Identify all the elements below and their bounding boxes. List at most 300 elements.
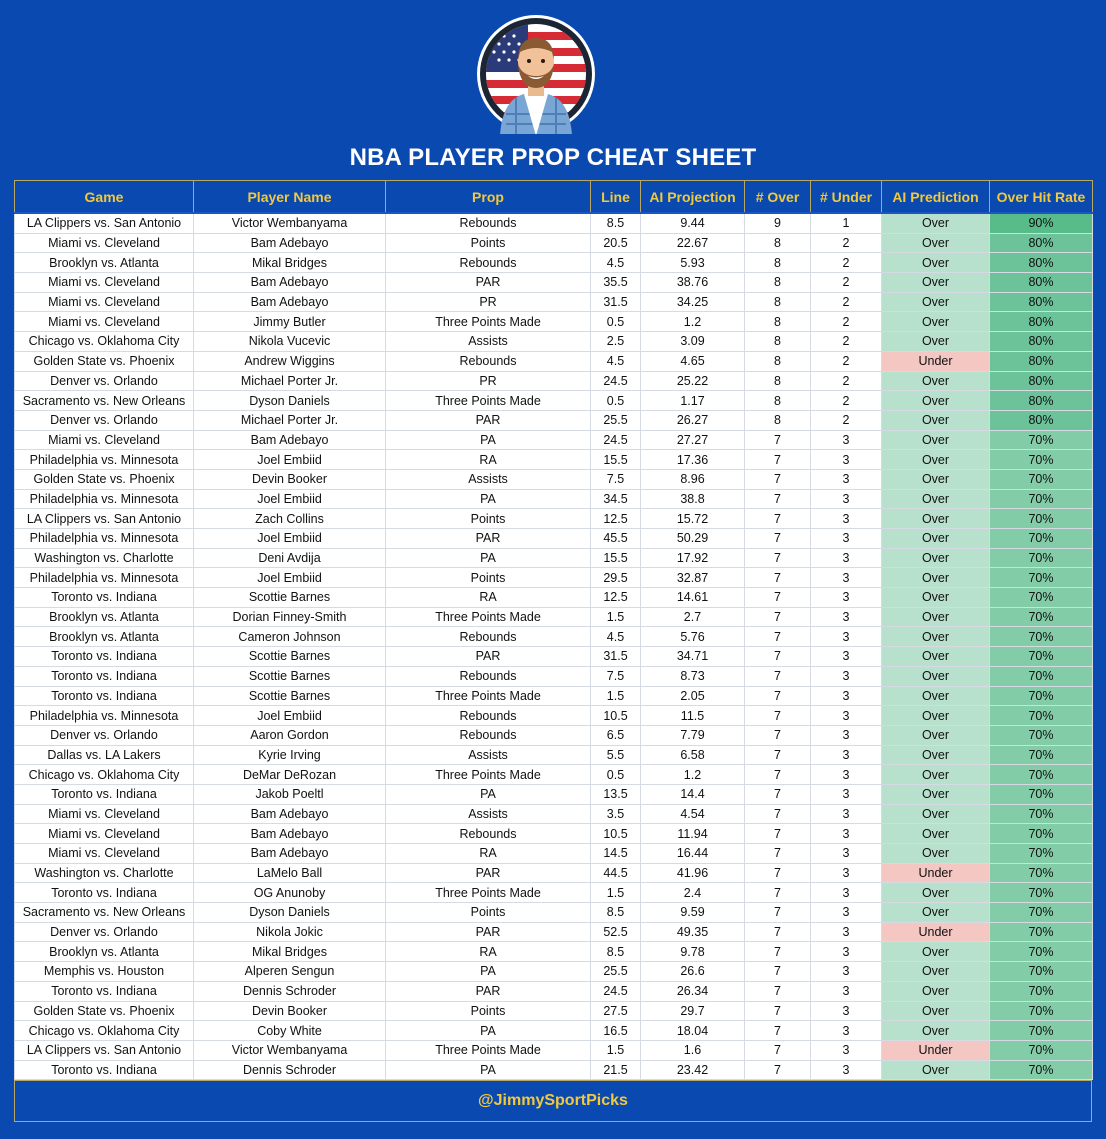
cell-ai-prediction: Over [882, 430, 990, 450]
cell-ai-prediction: Over [882, 666, 990, 686]
table-row [15, 489, 1093, 509]
cell-prop: RA [386, 588, 591, 608]
cell-game: Golden State vs. Phoenix [15, 469, 194, 489]
cell-player-name: Andrew Wiggins [194, 351, 386, 371]
cell-ai-projection: 9.59 [641, 903, 745, 923]
table-row [15, 1060, 1093, 1080]
cell-ai-projection: 34.71 [641, 647, 745, 667]
table-row [15, 765, 1093, 785]
cell-game: Washington vs. Charlotte [15, 863, 194, 883]
cell-prop: PA [386, 489, 591, 509]
cell-prop: PR [386, 371, 591, 391]
cell-game: Philadelphia vs. Minnesota [15, 568, 194, 588]
cell-prop: Rebounds [386, 213, 591, 233]
cell-ai-projection: 14.4 [641, 784, 745, 804]
prop-table [14, 180, 1093, 1080]
cell-ai-prediction: Over [882, 371, 990, 391]
cell-player-name: Joel Embiid [194, 529, 386, 549]
cell-prop: Rebounds [386, 627, 591, 647]
cell-ai-prediction: Over [882, 312, 990, 332]
cell-prop: PA [386, 1060, 591, 1080]
cell-over-hit-rate: 70% [990, 922, 1093, 942]
cell-over-hit-rate: 70% [990, 430, 1093, 450]
table-row [15, 922, 1093, 942]
cell-ai-prediction: Over [882, 1021, 990, 1041]
cell-game: Philadelphia vs. Minnesota [15, 489, 194, 509]
cell-under-count: 2 [811, 391, 882, 411]
cell-under-count: 3 [811, 922, 882, 942]
cell-game: Chicago vs. Oklahoma City [15, 1021, 194, 1041]
cell-ai-projection: 16.44 [641, 844, 745, 864]
cell-under-count: 3 [811, 1021, 882, 1041]
cell-ai-prediction: Over [882, 588, 990, 608]
cell-player-name: Joel Embiid [194, 450, 386, 470]
cell-over-hit-rate: 90% [990, 213, 1093, 233]
cell-over-count: 8 [745, 391, 811, 411]
cell-line: 15.5 [591, 450, 641, 470]
cell-player-name: Scottie Barnes [194, 666, 386, 686]
cell-player-name: Victor Wembanyama [194, 1040, 386, 1060]
cell-game: Miami vs. Cleveland [15, 233, 194, 253]
cell-ai-prediction: Under [882, 922, 990, 942]
cell-line: 1.5 [591, 607, 641, 627]
cell-game: LA Clippers vs. San Antonio [15, 213, 194, 233]
table-row [15, 686, 1093, 706]
cell-player-name: Joel Embiid [194, 489, 386, 509]
cell-player-name: Michael Porter Jr. [194, 410, 386, 430]
cell-line: 45.5 [591, 529, 641, 549]
cell-ai-projection: 4.54 [641, 804, 745, 824]
cell-under-count: 3 [811, 588, 882, 608]
cell-prop: PA [386, 430, 591, 450]
cell-over-count: 8 [745, 312, 811, 332]
cell-line: 12.5 [591, 509, 641, 529]
cell-game: LA Clippers vs. San Antonio [15, 509, 194, 529]
cell-over-hit-rate: 70% [990, 647, 1093, 667]
cell-line: 8.5 [591, 942, 641, 962]
table-row [15, 981, 1093, 1001]
footer-handle: @JimmySportPicks [14, 1080, 1092, 1122]
cell-prop: Assists [386, 469, 591, 489]
cell-ai-prediction: Over [882, 627, 990, 647]
cell-over-hit-rate: 70% [990, 883, 1093, 903]
cell-game: Washington vs. Charlotte [15, 548, 194, 568]
cell-line: 27.5 [591, 1001, 641, 1021]
cell-over-count: 7 [745, 706, 811, 726]
cell-under-count: 3 [811, 981, 882, 1001]
cell-player-name: Scottie Barnes [194, 647, 386, 667]
table-row [15, 745, 1093, 765]
cell-over-hit-rate: 80% [990, 351, 1093, 371]
cell-under-count: 3 [811, 686, 882, 706]
cell-ai-prediction: Over [882, 292, 990, 312]
cell-ai-projection: 2.7 [641, 607, 745, 627]
cell-ai-prediction: Over [882, 725, 990, 745]
header-ai-projection: AI Projection [641, 181, 745, 214]
cell-ai-projection: 38.8 [641, 489, 745, 509]
cell-ai-prediction: Over [882, 903, 990, 923]
table-row [15, 568, 1093, 588]
cell-over-count: 7 [745, 647, 811, 667]
cell-ai-projection: 17.36 [641, 450, 745, 470]
cell-ai-prediction: Over [882, 647, 990, 667]
cell-line: 29.5 [591, 568, 641, 588]
cell-player-name: Bam Adebayo [194, 292, 386, 312]
cell-line: 24.5 [591, 371, 641, 391]
cell-game: Denver vs. Orlando [15, 410, 194, 430]
cell-under-count: 3 [811, 647, 882, 667]
cell-over-count: 8 [745, 351, 811, 371]
cell-over-hit-rate: 70% [990, 804, 1093, 824]
table-row [15, 627, 1093, 647]
cell-under-count: 3 [811, 548, 882, 568]
cell-game: Toronto vs. Indiana [15, 588, 194, 608]
cell-ai-projection: 50.29 [641, 529, 745, 549]
cell-player-name: Dennis Schroder [194, 981, 386, 1001]
bearded-man-with-usa-flag-avatar-icon [476, 14, 596, 134]
cell-over-count: 7 [745, 548, 811, 568]
cell-player-name: Dorian Finney-Smith [194, 607, 386, 627]
cell-over-count: 7 [745, 469, 811, 489]
cell-prop: PAR [386, 529, 591, 549]
cell-game: Golden State vs. Phoenix [15, 1001, 194, 1021]
cell-over-hit-rate: 70% [990, 529, 1093, 549]
table-row [15, 784, 1093, 804]
cell-over-hit-rate: 70% [990, 903, 1093, 923]
cell-ai-projection: 3.09 [641, 332, 745, 352]
cell-ai-projection: 17.92 [641, 548, 745, 568]
cell-ai-projection: 4.65 [641, 351, 745, 371]
cell-ai-projection: 34.25 [641, 292, 745, 312]
table-row [15, 588, 1093, 608]
cell-over-count: 8 [745, 371, 811, 391]
cell-player-name: Cameron Johnson [194, 627, 386, 647]
table-row [15, 824, 1093, 844]
cell-ai-projection: 1.2 [641, 765, 745, 785]
cell-over-count: 7 [745, 804, 811, 824]
cell-under-count: 2 [811, 410, 882, 430]
cell-over-count: 7 [745, 489, 811, 509]
cell-under-count: 2 [811, 273, 882, 293]
cell-line: 20.5 [591, 233, 641, 253]
cell-ai-prediction: Over [882, 469, 990, 489]
cell-prop: Assists [386, 804, 591, 824]
cell-over-hit-rate: 70% [990, 666, 1093, 686]
cell-line: 4.5 [591, 351, 641, 371]
cell-player-name: Scottie Barnes [194, 686, 386, 706]
cell-prop: Rebounds [386, 253, 591, 273]
cell-over-count: 7 [745, 568, 811, 588]
cell-player-name: Joel Embiid [194, 706, 386, 726]
cell-player-name: Bam Adebayo [194, 430, 386, 450]
cell-line: 35.5 [591, 273, 641, 293]
cell-player-name: Nikola Jokic [194, 922, 386, 942]
cell-ai-prediction: Over [882, 568, 990, 588]
cell-line: 34.5 [591, 489, 641, 509]
cell-game: Toronto vs. Indiana [15, 666, 194, 686]
cell-line: 3.5 [591, 804, 641, 824]
header-player-name: Player Name [194, 181, 386, 214]
cell-ai-projection: 5.93 [641, 253, 745, 273]
cell-prop: Points [386, 233, 591, 253]
cell-line: 31.5 [591, 292, 641, 312]
cell-under-count: 3 [811, 784, 882, 804]
cell-ai-prediction: Over [882, 784, 990, 804]
cell-ai-projection: 27.27 [641, 430, 745, 450]
cell-line: 21.5 [591, 1060, 641, 1080]
cell-over-count: 7 [745, 942, 811, 962]
cell-under-count: 3 [811, 1060, 882, 1080]
cell-ai-prediction: Over [882, 489, 990, 509]
cell-prop: RA [386, 450, 591, 470]
cell-over-count: 7 [745, 883, 811, 903]
cell-game: Chicago vs. Oklahoma City [15, 765, 194, 785]
cell-player-name: DeMar DeRozan [194, 765, 386, 785]
cell-prop: Rebounds [386, 666, 591, 686]
cell-under-count: 3 [811, 863, 882, 883]
cell-player-name: Joel Embiid [194, 568, 386, 588]
cell-line: 2.5 [591, 332, 641, 352]
cell-over-count: 7 [745, 1040, 811, 1060]
cell-ai-prediction: Over [882, 844, 990, 864]
cell-ai-prediction: Over [882, 942, 990, 962]
cell-ai-prediction: Over [882, 391, 990, 411]
cell-ai-projection: 25.22 [641, 371, 745, 391]
cell-ai-prediction: Under [882, 863, 990, 883]
cell-ai-prediction: Over [882, 962, 990, 982]
cell-under-count: 2 [811, 351, 882, 371]
cell-over-count: 7 [745, 784, 811, 804]
cell-player-name: Zach Collins [194, 509, 386, 529]
cell-over-count: 7 [745, 430, 811, 450]
cell-player-name: Devin Booker [194, 469, 386, 489]
table-row [15, 863, 1093, 883]
cell-line: 1.5 [591, 883, 641, 903]
cell-prop: PAR [386, 863, 591, 883]
cell-prop: PA [386, 962, 591, 982]
cell-line: 31.5 [591, 647, 641, 667]
table-row [15, 1001, 1093, 1021]
cell-over-hit-rate: 70% [990, 489, 1093, 509]
table-row [15, 804, 1093, 824]
cell-over-count: 7 [745, 588, 811, 608]
cell-over-count: 8 [745, 410, 811, 430]
cell-ai-prediction: Over [882, 706, 990, 726]
cell-ai-prediction: Over [882, 213, 990, 233]
cell-player-name: Dyson Daniels [194, 391, 386, 411]
table-row [15, 312, 1093, 332]
cell-player-name: Devin Booker [194, 1001, 386, 1021]
cell-under-count: 3 [811, 607, 882, 627]
cell-player-name: Michael Porter Jr. [194, 371, 386, 391]
table-row [15, 430, 1093, 450]
cell-ai-prediction: Over [882, 883, 990, 903]
table-row [15, 292, 1093, 312]
cell-game: Toronto vs. Indiana [15, 981, 194, 1001]
cell-ai-projection: 29.7 [641, 1001, 745, 1021]
table-row [15, 469, 1093, 489]
cell-ai-projection: 1.6 [641, 1040, 745, 1060]
cell-over-count: 9 [745, 213, 811, 233]
header-over-count: # Over [745, 181, 811, 214]
cell-game: Brooklyn vs. Atlanta [15, 607, 194, 627]
cell-ai-projection: 26.27 [641, 410, 745, 430]
cell-game: Toronto vs. Indiana [15, 784, 194, 804]
cell-over-hit-rate: 70% [990, 588, 1093, 608]
table-row [15, 332, 1093, 352]
header-prop: Prop [386, 181, 591, 214]
cell-line: 0.5 [591, 765, 641, 785]
cell-player-name: LaMelo Ball [194, 863, 386, 883]
cell-game: Brooklyn vs. Atlanta [15, 627, 194, 647]
cell-under-count: 3 [811, 469, 882, 489]
cell-over-hit-rate: 70% [990, 725, 1093, 745]
cell-prop: Assists [386, 332, 591, 352]
cell-over-count: 7 [745, 962, 811, 982]
cell-over-count: 7 [745, 686, 811, 706]
cell-under-count: 2 [811, 233, 882, 253]
cell-under-count: 3 [811, 529, 882, 549]
table-row [15, 391, 1093, 411]
cell-game: Denver vs. Orlando [15, 922, 194, 942]
cell-game: Miami vs. Cleveland [15, 312, 194, 332]
table-row [15, 351, 1093, 371]
cell-over-hit-rate: 70% [990, 1060, 1093, 1080]
cell-prop: PAR [386, 922, 591, 942]
cell-over-count: 7 [745, 1021, 811, 1041]
table-row [15, 371, 1093, 391]
table-row [15, 450, 1093, 470]
cell-game: Sacramento vs. New Orleans [15, 903, 194, 923]
cell-prop: Three Points Made [386, 765, 591, 785]
cell-over-count: 7 [745, 627, 811, 647]
cell-under-count: 1 [811, 213, 882, 233]
cell-under-count: 2 [811, 332, 882, 352]
cell-ai-prediction: Over [882, 233, 990, 253]
cell-over-hit-rate: 70% [990, 450, 1093, 470]
cell-ai-projection: 11.5 [641, 706, 745, 726]
cell-player-name: Bam Adebayo [194, 824, 386, 844]
cell-under-count: 2 [811, 371, 882, 391]
cell-line: 4.5 [591, 253, 641, 273]
table-row [15, 647, 1093, 667]
cell-ai-projection: 8.96 [641, 469, 745, 489]
cell-ai-projection: 7.79 [641, 725, 745, 745]
cell-line: 25.5 [591, 962, 641, 982]
cell-game: Toronto vs. Indiana [15, 647, 194, 667]
cell-player-name: Deni Avdija [194, 548, 386, 568]
cell-prop: PAR [386, 273, 591, 293]
page-title: NBA PLAYER PROP CHEAT SHEET [349, 144, 757, 171]
cell-player-name: Jimmy Butler [194, 312, 386, 332]
cell-prop: RA [386, 844, 591, 864]
table-row [15, 666, 1093, 686]
cell-over-count: 7 [745, 824, 811, 844]
cell-over-count: 7 [745, 607, 811, 627]
table-row [15, 509, 1093, 529]
table-row [15, 253, 1093, 273]
cell-under-count: 3 [811, 824, 882, 844]
cell-over-count: 7 [745, 450, 811, 470]
cell-ai-projection: 26.34 [641, 981, 745, 1001]
table-row [15, 883, 1093, 903]
table-row [15, 844, 1093, 864]
cell-line: 24.5 [591, 981, 641, 1001]
cell-over-count: 7 [745, 922, 811, 942]
cell-ai-prediction: Over [882, 1060, 990, 1080]
cell-line: 10.5 [591, 706, 641, 726]
cell-ai-projection: 22.67 [641, 233, 745, 253]
cell-ai-projection: 9.44 [641, 213, 745, 233]
cell-ai-prediction: Over [882, 253, 990, 273]
cell-player-name: Mikal Bridges [194, 942, 386, 962]
cell-line: 0.5 [591, 312, 641, 332]
cell-line: 10.5 [591, 824, 641, 844]
cell-line: 0.5 [591, 391, 641, 411]
cell-under-count: 3 [811, 844, 882, 864]
cell-over-hit-rate: 70% [990, 568, 1093, 588]
cell-under-count: 3 [811, 1001, 882, 1021]
cell-ai-projection: 26.6 [641, 962, 745, 982]
cell-prop: PAR [386, 647, 591, 667]
cell-over-hit-rate: 80% [990, 292, 1093, 312]
cell-over-count: 7 [745, 903, 811, 923]
cell-line: 6.5 [591, 725, 641, 745]
cell-under-count: 3 [811, 706, 882, 726]
cell-line: 15.5 [591, 548, 641, 568]
header-under-count: # Under [811, 181, 882, 214]
cell-game: Toronto vs. Indiana [15, 686, 194, 706]
cell-ai-prediction: Over [882, 273, 990, 293]
cell-ai-prediction: Under [882, 1040, 990, 1060]
cell-prop: Points [386, 903, 591, 923]
cell-over-hit-rate: 70% [990, 1001, 1093, 1021]
cell-player-name: Bam Adebayo [194, 233, 386, 253]
cell-prop: Points [386, 1001, 591, 1021]
cell-over-hit-rate: 70% [990, 863, 1093, 883]
cell-prop: PAR [386, 981, 591, 1001]
cell-over-hit-rate: 70% [990, 962, 1093, 982]
cell-under-count: 3 [811, 883, 882, 903]
cell-over-count: 8 [745, 233, 811, 253]
table-row [15, 273, 1093, 293]
table-row [15, 962, 1093, 982]
cell-ai-projection: 2.05 [641, 686, 745, 706]
cell-under-count: 3 [811, 903, 882, 923]
table-row [15, 607, 1093, 627]
cell-ai-prediction: Over [882, 548, 990, 568]
cell-line: 13.5 [591, 784, 641, 804]
cell-over-hit-rate: 70% [990, 844, 1093, 864]
cell-over-hit-rate: 70% [990, 686, 1093, 706]
cell-under-count: 3 [811, 1040, 882, 1060]
cell-game: Denver vs. Orlando [15, 371, 194, 391]
cell-prop: Points [386, 568, 591, 588]
cell-over-hit-rate: 80% [990, 273, 1093, 293]
cell-game: Miami vs. Cleveland [15, 844, 194, 864]
cell-game: Sacramento vs. New Orleans [15, 391, 194, 411]
table-row [15, 548, 1093, 568]
cell-over-count: 8 [745, 253, 811, 273]
cell-under-count: 2 [811, 312, 882, 332]
cell-under-count: 3 [811, 450, 882, 470]
cell-prop: Three Points Made [386, 607, 591, 627]
cell-game: Toronto vs. Indiana [15, 883, 194, 903]
cell-over-count: 8 [745, 273, 811, 293]
cell-prop: Three Points Made [386, 1040, 591, 1060]
cell-game: Miami vs. Cleveland [15, 292, 194, 312]
cell-line: 8.5 [591, 903, 641, 923]
